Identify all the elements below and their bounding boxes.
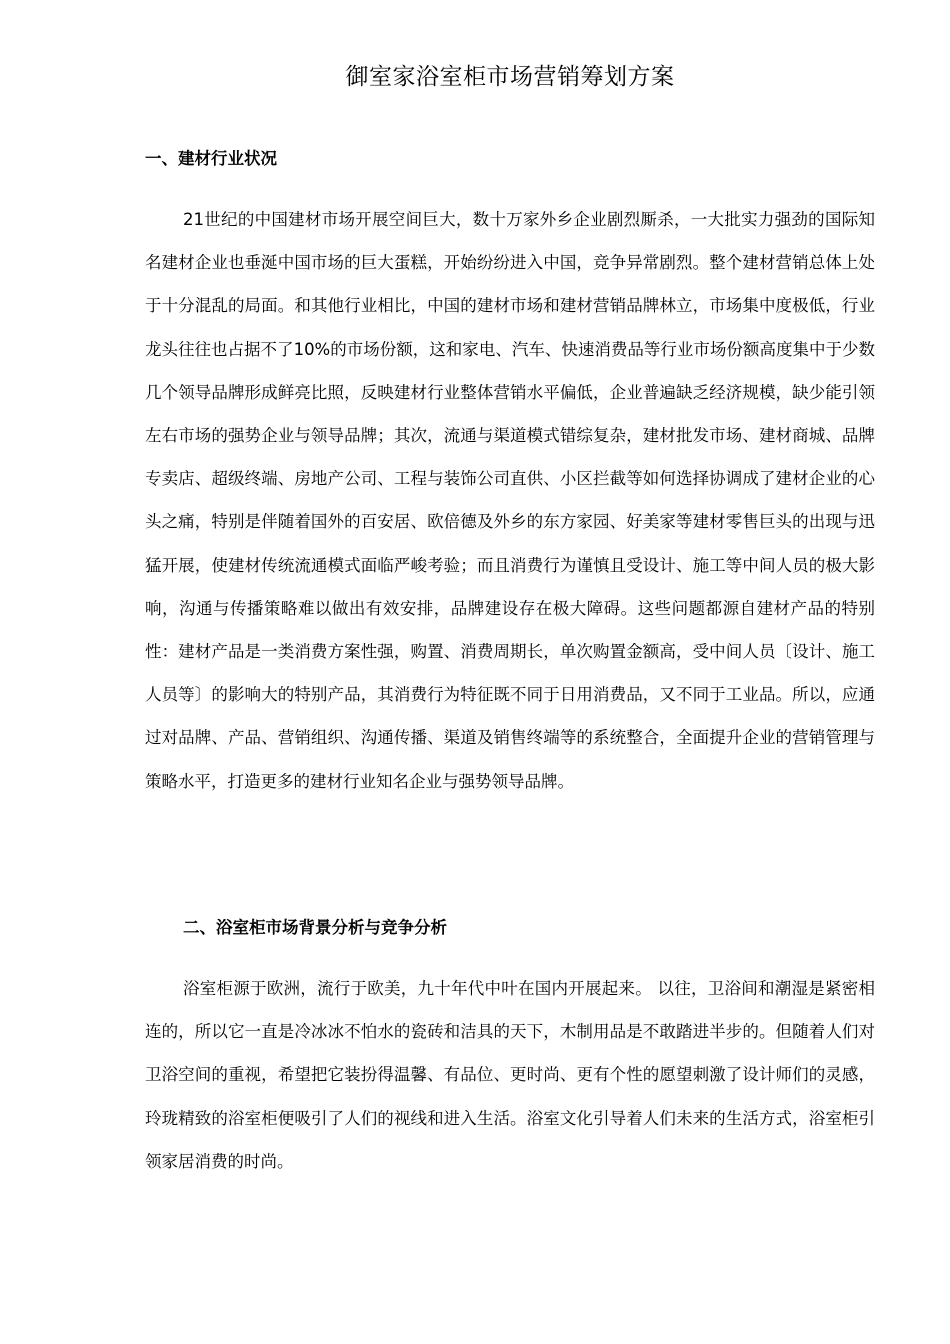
section-paragraph-industry: 21世纪的中国建材市场开展空间巨大，数十万家外乡企业剧烈厮杀，一大批实力强劲的国际知名建材企业也垂涎中国市场的巨大蛋糕，开始纷纷进入中国，竞争异常剧烈。整个建材营销总体上处于十分混乱的局面。和其他行业相比，中国的建材市场和建材营销品牌林立，市场集中度极低，行业龙头往往也占据不了10%的市场份额，这和家电、汽车、快速消费品等行业市场份额高度集中于少数几个领导品牌形成鲜亮比照，反映建材行业整体营销水平偏低，企业普遍缺乏经济规模，缺少能引领左右市场的强势企业与领导品牌；其次，流通与渠道模式错综复杂，建材批发市场、建材商城、品牌专卖店、超级终端、房地产公司、工程与装饰公司直供、小区拦截等如何选择协调成了建材企业的心头之痛，特别是伴随着国外的百安居、欧倍德及外乡的东方家园、好美家等建材零售巨头的出现与迅猛开展，使建材传统流通模式面临严峻考验；而且消费行为谨慎且受设计、施工等中间人员的极大影响，沟通与传播策略难以做出有效安排，品牌建设存在极大障碍。这些问题都源自建材产品的特别性：建材产品是一类消费方案性强，购置、消费周期长，单次购置金额高，受中间人员〔设计、施工人员等〕的影响大的特别产品，其消费行为特征既不同于日用消费品，又不同于工业品。所以，应通过对品牌、产品、营销组织、沟通传播、渠道及销售终端等的系统整合，全面提升企业的营销管理与策略水平，打造更多的建材行业知名企业与强势领导品牌。 bbox=[145, 210, 875, 791]
section-heading-market-analysis: 二、浴室柜市场背景分析与竞争分析 bbox=[183, 918, 447, 937]
section-paragraph-market-analysis: 浴室柜源于欧洲，流行于欧美，九十年代中叶在国内开展起来。 以往，卫浴间和潮湿是紧密相连的，所以它一直是冷冰冰不怕水的瓷砖和洁具的天下，木制用品是不敢踏进半步的。但随着人们对卫浴空间的重视，希望把它装扮得温馨、有品位、更时尚、更有个性的愿望刺激了设计师们的灵感，玲珑精致的浴室柜便吸引了人们的视线和进入生活。浴室文化引导着人们未来的生活方式，浴室柜引领家居消费的时尚。 bbox=[145, 979, 875, 1171]
document-title: 御室家浴室柜市场营销筹划方案 bbox=[345, 64, 675, 90]
section-heading-industry: 一、建材行业状况 bbox=[145, 149, 277, 168]
